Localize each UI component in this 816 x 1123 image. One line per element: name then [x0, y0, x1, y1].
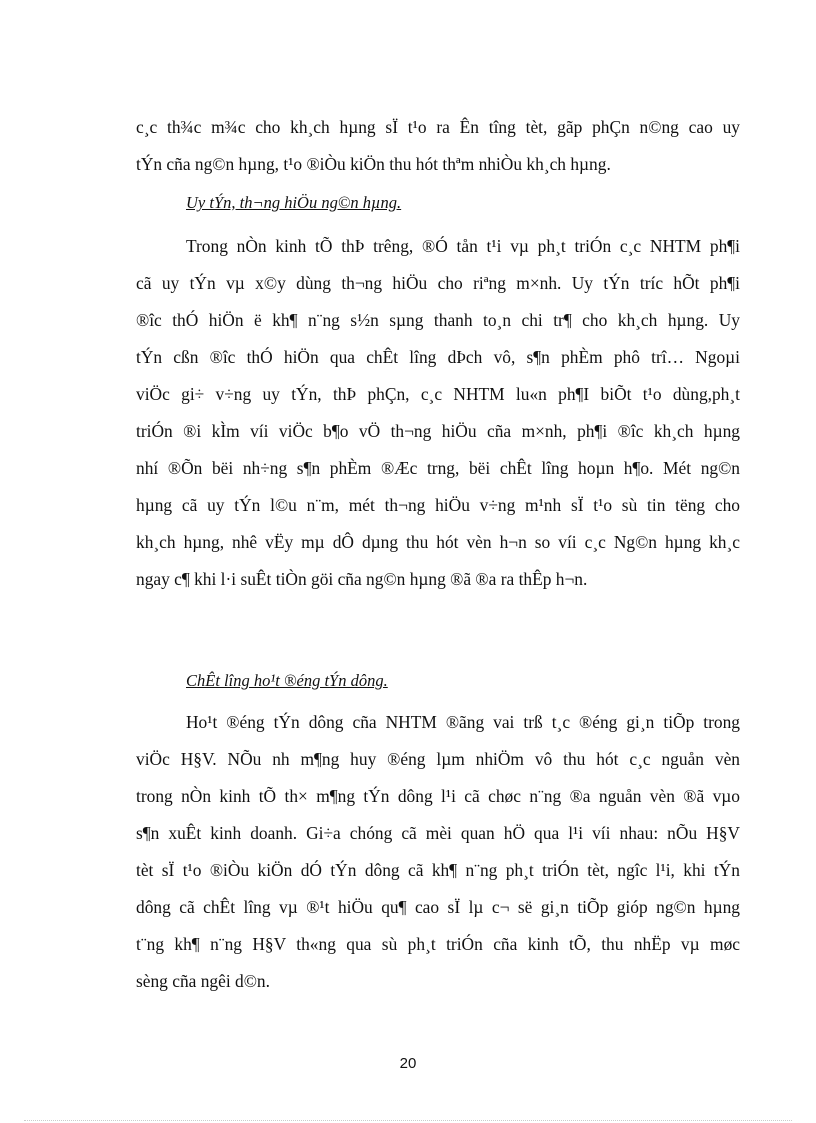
paragraph-line: t¨ng kh¶ n¨ng H§V th«ng qua sù ph¸t triÓn cña kinh tÕ, thu nhËp vµ møc — [136, 934, 740, 954]
paragraph-line: tÝn cßn ®îc thÓ hiÖn qua chÊt lîng dÞch vô, s¶n phÈm phô trî… Ngoµi — [136, 347, 740, 367]
paragraph-line: dông cã chÊt lîng vµ ®¹t hiÖu qu¶ cao sÏ lµ c¬ së gi¸n tiÕp gióp ng©n hµng — [136, 897, 740, 917]
paragraph-line: Trong nÒn kinh tÕ thÞ trêng, ®Ó tån t¹i vµ ph¸t triÓn c¸c NHTM ph¶i — [186, 236, 740, 256]
paragraph-intro — [136, 109, 740, 183]
paragraph-credit — [136, 704, 740, 1000]
paragraph-line: tÝn cña ng©n hµng, t¹o ®iÒu kiÖn thu hót thªm nhiÒu kh¸ch hµng. — [136, 154, 611, 174]
paragraph-line: ®îc thÓ hiÖn ë kh¶ n¨ng s½n sµng thanh to¸n chi tr¶ cho kh¸ch hµng. Uy — [136, 310, 740, 330]
paragraph-line: sèng cña ngêi d©n. — [136, 971, 270, 991]
paragraph-line: hµng cã uy tÝn l©u n¨m, mét th¬ng hiÖu v÷ng m¹nh sÏ t¹o sù tin tëng cho — [136, 495, 740, 515]
paragraph-line: ngay c¶ khi l·i suÊt tiÒn göi cña ng©n hµng ®ã ®a ra thÊp h¬n. — [136, 569, 588, 589]
paragraph-line: trong nÒn kinh tÕ th× m¶ng tÝn dông l¹i cã chøc n¨ng ®a nguån vèn ®ã vµo — [136, 786, 740, 806]
section-heading-credit-quality: ChÊt lîng ho¹t ®éng tÝn dông. — [186, 671, 388, 690]
page-number: 20 — [399, 1055, 417, 1072]
paragraph-line: c¸c th¾c m¾c cho kh¸ch hµng sÏ t¹o ra Ên tîng tèt, gãp phÇn n©ng cao uy — [136, 117, 740, 137]
paragraph-line: Ho¹t ®éng tÝn dông cña NHTM ®ãng vai trß t¸c ®éng gi¸n tiÕp trong — [186, 712, 740, 732]
section-heading-reputation-brand: Uy tÝn, th¬ng hiÖu ng©n hµng. — [186, 193, 402, 212]
paragraph-line: tèt sÏ t¹o ®iÒu kiÖn dÓ tÝn dông cã kh¶ n¨ng ph¸t triÓn tèt, ngîc l¹i, khi tÝn — [136, 860, 740, 880]
paragraph-line: triÓn ®i kÌm víi viÖc b¶o vÖ th¬ng hiÖu cña m×nh, ph¶i ®îc kh¸ch hµng — [136, 421, 740, 441]
paragraph-line: s¶n xuÊt kinh doanh. Gi÷a chóng cã mèi quan hÖ qua l¹i víi nhau: nÕu H§V — [136, 823, 740, 843]
paragraph-reputation — [136, 228, 740, 598]
paragraph-line: viÖc gi÷ v÷ng uy tÝn, thÞ phÇn, c¸c NHTM lu«n ph¶I biÕt t¹o dùng,ph¸t — [136, 384, 740, 404]
paragraph-line: kh¸ch hµng, nhê vËy mµ dÔ dµng thu hót vèn h¬n so víi c¸c Ng©n hµng kh¸c — [136, 532, 740, 552]
paragraph-line: viÖc H§V. NÕu nh m¶ng huy ®éng lµm nhiÖm vô thu hót c¸c nguån vèn — [136, 749, 740, 769]
page-bottom-divider — [24, 1120, 792, 1121]
paragraph-line: cã uy tÝn vµ x©y dùng th¬ng hiÖu cho riªng m×nh. Uy tÝn tríc hÕt ph¶i — [136, 273, 740, 293]
paragraph-line: nhí ®Õn bëi nh÷ng s¶n phÈm ®Æc trng, bëi chÊt lîng hoµn h¶o. Mét ng©n — [136, 458, 740, 478]
